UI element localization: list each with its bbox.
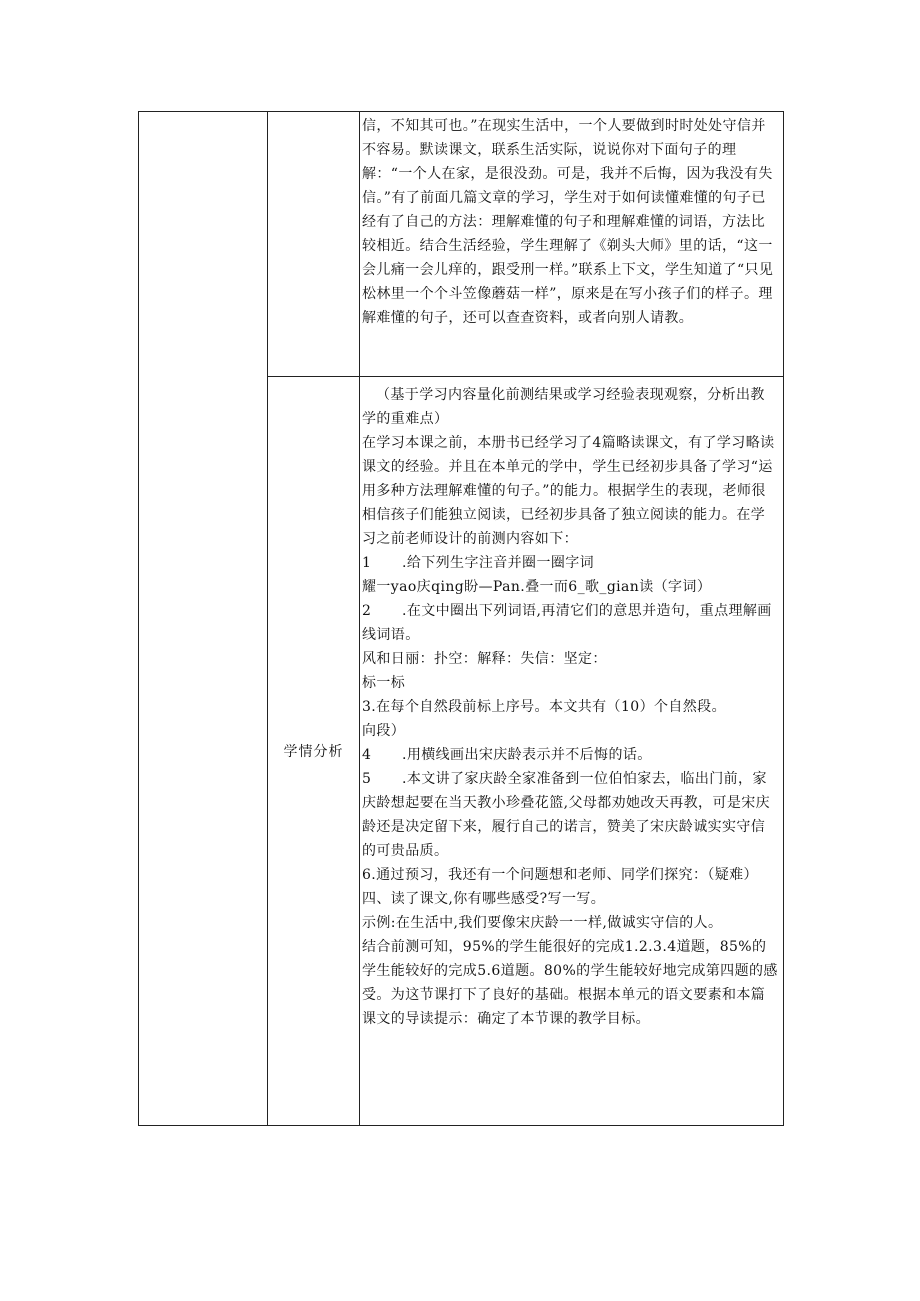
analysis-paragraph: 在学习本课之前，本册书已经学习了4篇略读课文，有了学习略读课文的经验。并且在本单元的学中，学生已经初步具备了学习“运用多种方法理解难懂的句子。”的能力。根据学生的表现，老师很相信孩子们能独立阅读，已经初步具备了独立阅读的能力。在学习之前老师设计的前测内容如下：	[362, 435, 775, 547]
pretest-item-2-words: 风和日丽：扑空：解释：失信：坚定：	[362, 651, 607, 667]
section-label: 学情分析	[283, 744, 344, 760]
pretest-item-1-line: 耀一yao庆qing盼—Pan.叠一而6_歌_gian读（字词）	[362, 579, 712, 595]
pretest-item-6: 6.通过预习，我还有一个问题想和老师、同学们探究：（疑难）	[362, 867, 758, 883]
item-text: .用横线画出宋庆龄表示并不后悔的话。	[402, 747, 652, 763]
table-cell-analysis	[360, 377, 784, 1126]
pretest-item-7: 四、读了课文,你有哪些感受?写一写。	[362, 891, 606, 907]
item-number: 4	[362, 747, 372, 763]
item-text: .给下列生字注音并圈一圈字词	[402, 555, 595, 571]
continuation-paragraph: 信，不知其可也。”在现实生活中，一个人要做到时时处处守信并不容易。默读课文，联系生活实际，说说你对下面句子的理解：“一个人在家，是很没劲。可是，我并不后悔，因为我没有失信。”有了前面几篇文章的学习，学生对于如何读懂难懂的句子已经有了自己的方法：理解难懂的句子和理解难懂的词语，方法比较相近。结合生活经验，学生理解了《剃头大师》里的话，“这一会儿痛一会儿痒的，跟受刑一样。”联系上下文，学生知道了“只见松林里一个个斗笠像蘑菇一样”，原来是在写小孩子们的样子。理解难懂的句子，还可以查查资料，或者向别人请教。	[362, 118, 774, 326]
item-text: .本文讲了家庆龄全家准备到一位伯怕家去，临出门前，家庆龄想起要在当天教小珍叠花篮,父母都劝她改天再教，可是宋庆龄还是决定留下来，履行自己的诺言，赞美了宋庆龄诚实实守信的可贵品质。	[362, 771, 771, 859]
table-cell-empty-left	[139, 112, 268, 1126]
pretest-item-3-extra: 向段）	[362, 723, 406, 739]
table-cell-empty-label	[268, 112, 360, 377]
pretest-item-2	[362, 599, 779, 647]
section-label-cell	[268, 377, 360, 1126]
item-number: 5	[362, 771, 372, 787]
pretest-item-3: 3.在每个自然段前标上序号。本文共有（10）个自然段。	[362, 699, 726, 715]
item-number: 1	[362, 555, 372, 571]
pretest-item-2-extra: 标一标	[362, 675, 406, 691]
pretest-item-5	[362, 767, 779, 863]
pretest-example: 示例:在生活中,我们要像宋庆龄一一样,做诚实守信的人。	[362, 915, 723, 931]
table-row	[139, 112, 784, 377]
lesson-plan-table	[138, 111, 784, 1126]
pretest-item-1	[362, 551, 779, 575]
pretest-item-4	[362, 743, 779, 767]
analysis-intro: （基于学习内容量化前测结果或学习经验表现观察，分析出教学的重难点）	[362, 387, 765, 427]
table-cell-continuation	[360, 112, 784, 377]
item-text: .在文中圈出下列词语,再清它们的意思并造句，重点理解画线词语。	[362, 603, 772, 643]
item-number: 2	[362, 603, 372, 619]
analysis-conclusion: 结合前测可知，95%的学生能很好的完成1.2.3.4道题，85%的学生能较好的完成5.6道题。80%的学生能较好地完成第四题的感受。为这节课打下了良好的基础。根据本单元的语文要素和本篇课文的导读提示：确定了本节课的教学目标。	[362, 939, 778, 1027]
